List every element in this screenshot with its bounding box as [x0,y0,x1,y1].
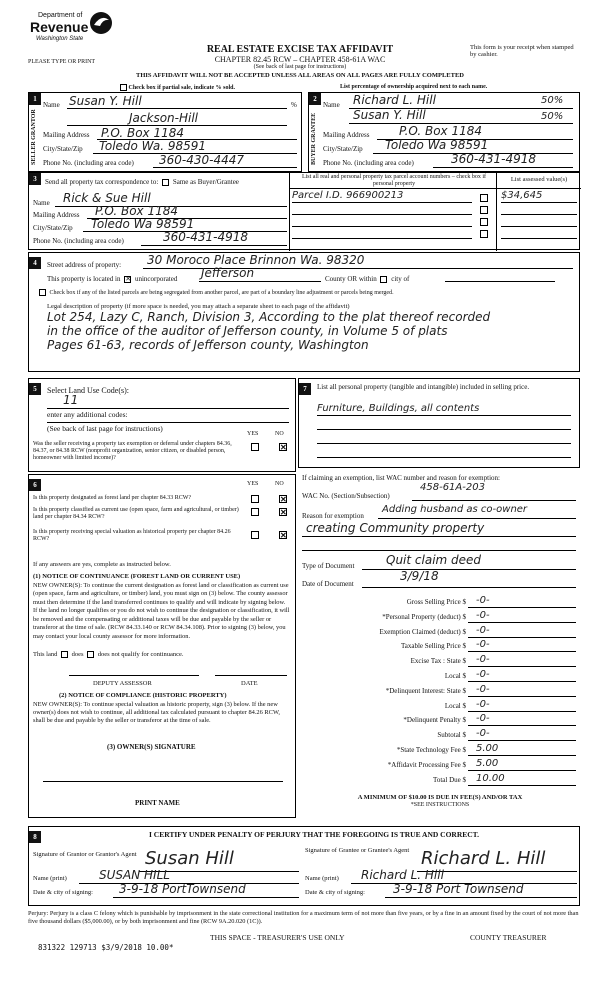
fee-label: Gross Selling Price $ [406,598,466,606]
dor-dept-line3: Washington State [36,36,84,42]
parcel-number-value[interactable]: Parcel I.D. 966900213 [292,190,404,201]
fee-line [468,711,576,712]
section-8-certification [28,826,580,906]
fee-value[interactable]: -0- [476,728,490,739]
fee-value[interactable]: -0- [476,639,490,650]
send-correspondence-label: Send all property tax correspondence to: Same as Buyer/Grantee [45,178,239,186]
section-5-land-use [28,378,296,472]
minimum-due: A MINIMUM OF $10.00 IS DUE IN FEE(S) AND/OR TAX [357,794,523,801]
fee-value[interactable]: -0- [476,669,490,680]
grantee-date-line [385,897,577,898]
fee-line [468,785,576,786]
wac-label: WAC No. (Section/Subsection) [302,492,390,500]
corr-phone-line [141,245,287,246]
land-use-line [47,408,289,409]
ownership-instruction: List percentage of ownership acquired next to each name. [340,84,488,90]
parcel-personal-checkbox-3[interactable] [480,218,488,226]
reason-label: Reason for exemption [302,512,364,520]
section-number: 1 [29,93,41,105]
corr-city-label: City/State/Zip [33,224,73,232]
parcel-header-rule [290,188,496,189]
notice-continuance-text: NEW OWNER(S): To continue the current designation as forest land or classification as current use (open space, farm and agriculture, or timber) land, you must sign on (3) below. The county assessor must then determine if the land transferred continues to qualify and will indicate by signing below. If the land no longer qualifies or you do not wish to continue the designation or classification, it will be removed and the compensating or additional taxes will be due and payable by the seller or transferor at the time of sale. (RCW 84.33.140 or RCW 84.34.108). Prior to signing (3) below, you may contact your local county assessor for more information. [33,582,290,640]
grantor-date-line [113,897,299,898]
land-qualify-row: This land does does not qualify for continuance. [33,651,184,658]
seller-city-value[interactable]: Toledo Wa. 98591 [99,139,207,153]
seller-phone-line [153,167,297,168]
grantee-signature[interactable]: Richard L. Hill [421,848,546,869]
buyer-side-label: BUYER GRANTEE [311,112,317,165]
seller-city-label: City/State/Zip [43,145,83,153]
exemption-question: Was the seller receiving a property tax exemption or deferral under chapters 84.36, 84.37, or 84.38 RCW (nonprofit organization, senior citizen, or disabled person, homeowner with limited income)? [33,441,232,461]
county-value[interactable]: Jefferson [201,266,255,280]
fee-label: Local $ [444,702,466,710]
grantor-signature[interactable]: Susan Hill [145,848,234,869]
seller-pct: % [291,101,297,109]
no-header-6: NO [275,481,284,487]
doc-type-line [362,569,576,570]
personal-line-3 [317,443,571,444]
deputy-assessor-label: DEPUTY ASSESSOR [93,680,152,687]
section-number: 6 [29,479,41,491]
partial-sale-checkbox[interactable] [120,84,127,91]
buyer-phone-label: Phone No. (including area code) [323,159,414,167]
notice-continuance-title: (1) NOTICE OF CONTINUANCE (FOREST LAND OR CURRENT USE) [33,573,241,580]
parcel-personal-checkbox-1[interactable] [480,194,488,202]
please-type: PLEASE TYPE OR PRINT [28,59,96,65]
completion-warning: THIS AFFIDAVIT WILL NOT BE ACCEPTED UNLESS ALL AREAS ON ALL PAGES ARE FULLY COMPLETED [136,72,464,79]
segregated-row: Check box if any of the listed parcels are being segregated from another parcel, are part of a boundary line adjustment or parcels being merged. [37,289,394,297]
parcel-column [289,173,497,251]
parcel-personal-checkbox-2[interactable] [480,206,488,214]
grantor-date-value[interactable]: 3-9-18 PortTownsend [119,882,246,896]
grantee-sig-label: Signature of Grantee or Grantee's Agent [305,847,410,854]
personal-line-2 [317,429,571,430]
fee-line [468,666,576,667]
legal-description-label: Legal description of property (if more space is needed, you may attach a separate sheet to each page of the affidavit) [47,303,350,310]
city-line [445,281,555,282]
fee-line [468,770,576,771]
doc-date-label: Date of Document [302,580,354,588]
reason-rule-2 [302,536,576,537]
forest-question: Is this property designated as forest land per chapter 84.33 RCW? [33,495,192,501]
section-number: 8 [29,831,41,843]
legal-line-2[interactable]: in the office of the auditor of Jefferson county, in Volume 5 of plats [47,324,448,338]
section-1-seller [28,92,302,172]
see-back-header: (See back of last page for instructions) [253,64,347,70]
assessor-sig-line [69,675,199,676]
street-address-value[interactable]: 30 Moroco Place Brinnon Wa. 98320 [147,253,365,267]
exemption-no-checkbox[interactable]: ✕ [280,443,287,452]
dor-emblem-icon [88,10,114,36]
corr-city-value[interactable]: Toledo Wa 98591 [91,217,195,231]
reason-line-1[interactable]: Adding husband as co-owner [382,504,528,515]
assessed-line-1 [501,202,577,203]
fee-line [468,637,576,638]
land-does-not-checkbox[interactable] [87,651,94,658]
fee-value[interactable]: -0- [476,595,490,606]
county-treasurer-label: COUNTY TREASURER [470,933,547,942]
assessed-header-rule [497,188,581,189]
unincorporated-checkbox[interactable]: ✕ [125,274,132,283]
fee-label: *Affidavit Processing Fee $ [387,761,466,769]
buyer-mailing-label: Mailing Address [323,131,370,139]
notice-compliance-text: NEW OWNER(S): To continue special valuation as historic property, sign (3) below. If the new owner(s) does not wish to continue, all additional tax calculated pursuant to chapter 84.26 RCW, shall be due and payable by the seller or transferor at the time of sale. [33,701,280,725]
page-title: REAL ESTATE EXCISE TAX AFFIDAVIT [206,44,394,55]
city-checkbox[interactable] [380,276,387,283]
grantee-name-value[interactable]: Richard L. Hill [361,868,444,882]
parcel-header: List all real and personal property tax parcel account numbers – check box if personal property [301,174,487,187]
fee-label: *State Technology Fee $ [396,746,466,754]
fee-value[interactable]: 5.00 [476,743,499,754]
section-number: 7 [299,383,311,395]
cashier-stamp: 831322 129713 $3/9/2018 10.00* [38,943,174,952]
wac-value[interactable]: 458-61A-203 [420,482,485,493]
forest-no-checkbox[interactable]: ✕ [280,495,287,504]
buyer-phone-line [433,167,573,168]
no-header: NO [275,431,284,437]
print-name-label: PRINT NAME [135,799,180,807]
see-instructions: *SEE INSTRUCTIONS [410,802,470,808]
fee-line [468,696,576,697]
section-3-correspondence [28,172,580,250]
section-6-designation [28,474,296,818]
buyer-name-value-2[interactable]: Susan Y. Hill [353,108,426,122]
section-2-buyer [308,92,580,172]
section-number: 4 [29,257,41,269]
historic-yes-checkbox[interactable] [251,531,259,539]
corr-phone-label: Phone No. (including area code) [33,237,124,245]
assessed-header: List assessed value(s) [510,176,568,183]
assessed-line-3 [501,226,577,227]
doc-date-value[interactable]: 3/9/18 [400,569,439,583]
seller-mailing-label: Mailing Address [43,131,90,139]
parcel-line-2 [292,214,472,215]
corr-mailing-value[interactable]: P.O. Box 1184 [95,204,179,218]
fee-label: Total Due $ [433,776,466,784]
personal-property-label: List all personal property (tangible and intangible) included in selling price. [317,383,530,391]
fee-line [468,651,576,652]
fee-line [468,681,576,682]
exemption-yes-checkbox[interactable] [251,443,259,451]
land-does-checkbox[interactable] [61,651,68,658]
county-line [199,281,321,282]
land-use-label: Select Land Use Code(s): [47,386,129,395]
dor-logo [30,10,125,52]
notice-compliance-title: (2) NOTICE OF COMPLIANCE (HISTORIC PROPERTY) [59,692,227,699]
assessor-date-line [215,675,287,676]
grantor-name-label: Name (print) [33,875,67,882]
forest-yes-checkbox[interactable] [251,495,259,503]
grantor-name-value[interactable]: SUSAN HILL [99,868,170,882]
corr-phone-value[interactable]: 360-431-4918 [163,230,249,244]
assessed-value[interactable]: $34,645 [501,190,543,201]
fee-line [468,622,576,623]
fee-value[interactable]: 10.00 [476,773,505,784]
doc-type-value[interactable]: Quit claim deed [386,553,482,567]
fee-value[interactable]: -0- [476,684,490,695]
personal-property-value[interactable]: Furniture, Buildings, all contents [317,403,480,414]
seller-name-value[interactable]: Susan Y. Hill [69,94,142,108]
chapter-line: CHAPTER 82.45 RCW – CHAPTER 458-61A WAC [214,55,386,64]
fee-line [468,740,576,741]
seller-name-label: Name [43,101,60,109]
doc-date-line [362,587,576,588]
fee-line [468,725,576,726]
buyer-pct-1: 50% [541,95,564,106]
parcel-line-3 [292,226,472,227]
fee-label: Taxable Selling Price $ [400,642,466,650]
wac-line [412,500,576,501]
fee-value[interactable]: -0- [476,625,490,636]
if-any-yes: If any answers are yes, complete as instructed below. [33,561,171,568]
perjury-notice: Perjury: Perjury is a class C felony which is punishable by imprisonment in the state correctional institution for a maximum term of not more than five years, or by a fine in an amount fixed by the court of not more than five thousand dollars ($5,000.00), or by both imprisonment and fine (RCW 9A.20.020 (1C)). [28,910,579,926]
personal-line-4 [317,457,571,458]
land-use-see-back: (See back of last page for instructions) [47,424,163,433]
parcel-personal-checkbox-4[interactable] [480,230,488,238]
buyer-mailing-value[interactable]: P.O. Box 1184 [399,124,483,138]
grantee-date-value[interactable]: 3-9-18 Port Townsend [393,882,524,896]
fee-value[interactable]: -0- [476,699,490,710]
current-use-question: Is this property classified as current use (open space, farm and agricultural, or timber) land per chapter 84.34 RCW? [33,507,239,520]
buyer-pct-2: 50% [541,111,564,122]
street-address-label: Street address of property: [47,261,122,269]
grantor-date-label: Date & city of signing: [33,889,93,896]
buyer-name-label: Name [323,101,340,109]
grantee-name-label: Name (print) [305,875,339,882]
fee-label: Excise Tax : State $ [410,657,466,665]
buyer-city-value[interactable]: Toledo Wa 98591 [385,138,489,152]
section-number: 2 [309,93,321,105]
fee-line [468,607,576,608]
parcel-line-4 [292,238,472,239]
grantee-date-label: Date & city of signing: [305,889,365,896]
same-as-buyer-checkbox[interactable] [162,179,169,186]
land-use-value[interactable]: 11 [63,393,79,407]
fee-value[interactable]: -0- [476,713,490,724]
doc-type-label: Type of Document [302,562,355,570]
exemption-claim-label: If claiming an exemption, list WAC number and reason for exemption: [302,474,500,482]
receipt-note: This form is your receipt when stamped by cashier. [470,44,574,59]
dor-dept-line2: Revenue [30,19,89,35]
section-4-property [28,252,580,372]
fee-label: *Personal Property (deduct) $ [382,613,466,621]
buyer-name-value[interactable]: Richard L. Hill [353,93,436,107]
fee-label: *Delinquent Interest: State $ [385,687,466,695]
additional-codes-label: enter any additional codes: [47,410,128,419]
seller-phone-label: Phone No. (including area code) [43,159,134,167]
county-or-within: County OR within city of [325,275,410,283]
owner-signature-label: (3) OWNER(S) SIGNATURE [107,743,196,751]
section-number: 5 [29,383,41,395]
reason-rule-3 [302,550,576,551]
seller-side-label: SELLER GRANTOR [31,109,37,165]
assessed-line-4 [501,238,577,239]
fee-value[interactable]: 5.00 [476,758,499,769]
fee-label: Subtotal $ [437,731,466,739]
historic-no-checkbox[interactable]: ✕ [280,531,287,540]
assessed-line-2 [501,214,577,215]
parcel-line-1 [292,202,472,203]
buyer-phone-value[interactable]: 360-431-4918 [451,152,537,166]
fee-value[interactable]: -0- [476,610,490,621]
grantor-sig-label: Signature of Grantor or Grantor's Agent [33,851,137,858]
additional-codes-line [47,422,289,423]
partial-sale-label: Check box if partial sale, indicate % sold. [120,84,235,92]
segregated-checkbox[interactable] [39,289,46,296]
dor-dept-line1: Department of [38,12,83,19]
certify-statement: I CERTIFY UNDER PENALTY OF PERJURY THAT THE FOREGOING IS TRUE AND CORRECT. [148,830,479,839]
section-7-personal-property [298,378,580,468]
historic-question: Is this property receiving special valuation as historical property per chapter 84.26 RCW? [33,529,231,542]
fee-label: Local $ [444,672,466,680]
fee-value[interactable]: -0- [476,654,490,665]
corr-name-value[interactable]: Rick & Sue Hill [63,191,151,205]
buyer-city-label: City/State/Zip [323,145,363,153]
yes-header: YES [247,431,259,437]
legal-line-1[interactable]: Lot 254, Lazy C, Ranch, Division 3, According to the plat thereof recorded [47,310,491,324]
seller-phone-value[interactable]: 360-430-4447 [159,153,245,167]
buyer-name-line [349,108,573,109]
yes-header-6: YES [247,481,259,487]
located-in-row: This property is located in ✕ unincorporated [47,274,178,283]
seller-name-line [67,108,287,109]
reason-line-2[interactable]: creating Community property [306,521,485,535]
current-use-yes-checkbox[interactable] [251,508,259,516]
owner-signature-line [43,781,283,782]
fee-line [468,755,576,756]
fee-label: *Delinquent Penalty $ [403,716,466,724]
treasurer-use-only: THIS SPACE - TREASURER'S USE ONLY [210,933,345,942]
assessor-date-label: DATE [241,680,258,687]
reason-rule-1 [378,518,576,519]
personal-line-1 [317,415,571,416]
seller-name-value-2[interactable]: Jackson-Hill [129,111,198,125]
seller-mailing-value[interactable]: P.O. Box 1184 [101,126,185,140]
fee-label: Exemption Claimed (deduct) $ [379,628,466,636]
corr-name-label: Name [33,199,50,207]
current-use-no-checkbox[interactable]: ✕ [280,508,287,517]
legal-line-3[interactable]: Pages 61-63, records of Jefferson county, Washington [47,338,369,352]
corr-mailing-label: Mailing Address [33,211,80,219]
section-number: 3 [29,173,41,185]
